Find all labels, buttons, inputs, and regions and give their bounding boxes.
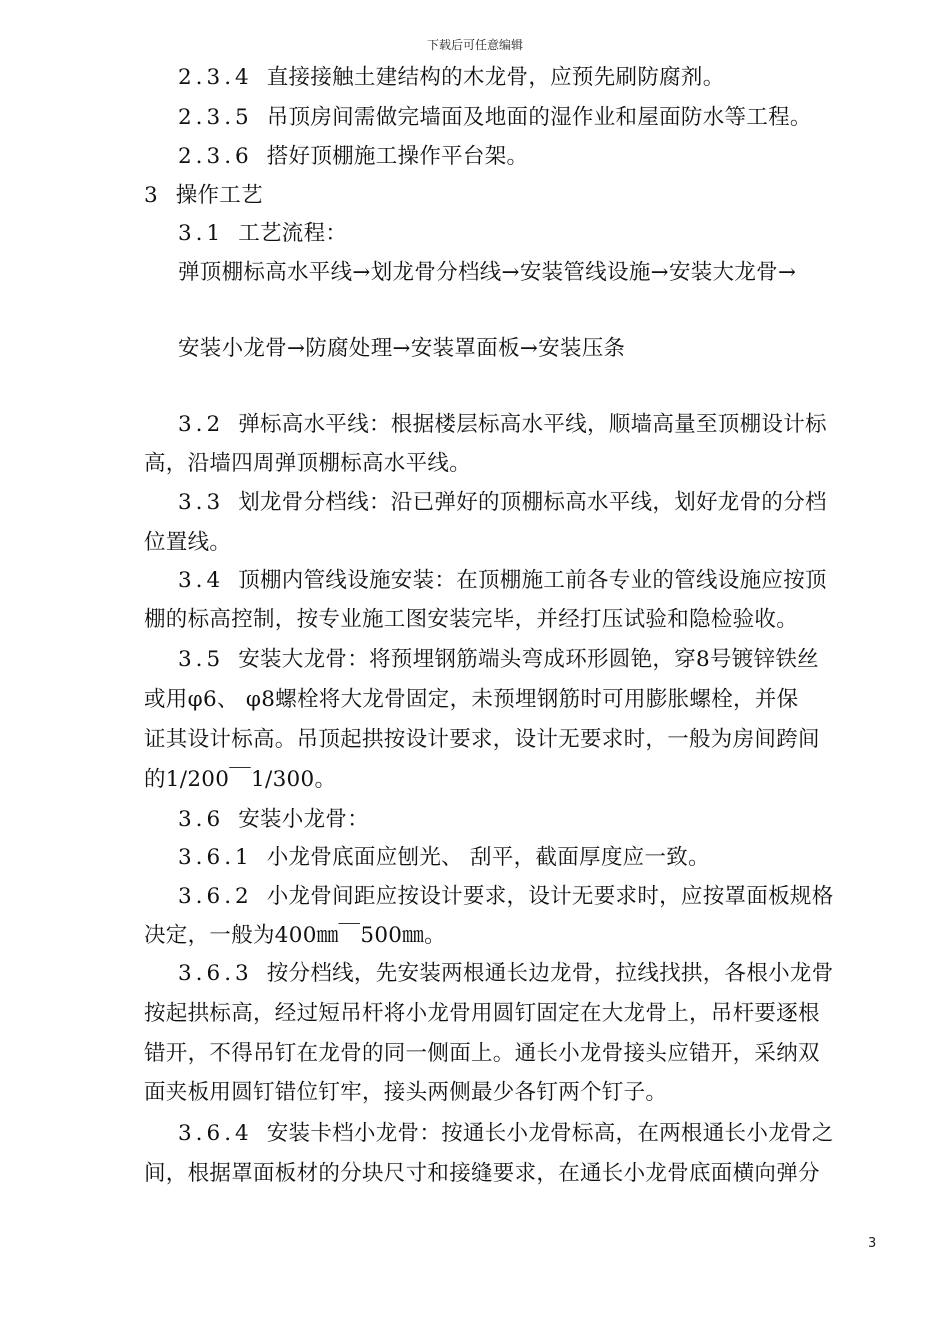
clause-text: 直接接触土建结构的木龙骨，应预先刷防腐剂。 bbox=[266, 65, 725, 90]
clause-text: 小龙骨间距应按设计要求，设计无要求时，应按罩面板规格 bbox=[266, 884, 834, 909]
text-line-3-4-cont: 棚的标高控制，按专业施工图安装完毕，并经打压试验和隐检验收。 bbox=[144, 607, 799, 632]
page-number: 3 bbox=[868, 1236, 877, 1251]
text-line-3-1 bbox=[178, 220, 347, 248]
clause-text: 安装大龙骨：将预埋钢筋端头弯成环形圆铯，穿8号镀锌铁丝 bbox=[238, 647, 819, 672]
clause-text: 搭好顶棚施工操作平台架。 bbox=[266, 144, 529, 169]
clause-number: 2.3.4 bbox=[178, 65, 253, 90]
text-line-3-5-cont-2: 证其设计标高。吊顶起拱按设计要求，设计无要求时，一般为房间跨间 bbox=[144, 727, 820, 752]
clause-number: 3.1 bbox=[178, 221, 225, 246]
clause-number: 3.6.2 bbox=[178, 884, 253, 909]
clause-number: 3.4 bbox=[178, 568, 225, 593]
text-line-3-6-2 bbox=[178, 883, 834, 911]
section-title: 操作工艺 bbox=[175, 183, 263, 208]
text-line-3-6-3-cont-2: 错开，不得吊钉在龙骨的同一侧面上。通长小龙骨接头应错开，采纳双 bbox=[144, 1041, 820, 1066]
process-flow-line-2: 安装小龙骨→防腐处理→安装罩面板→安装压条 bbox=[178, 336, 626, 361]
clause-text: 安装小龙骨： bbox=[238, 807, 370, 832]
clause-number: 2.3.6 bbox=[178, 144, 253, 169]
process-flow-line-1: 弹顶棚标高水平线→划龙骨分档线→安装管线设施→安装大龙骨→ bbox=[178, 260, 797, 285]
clause-text: 划龙骨分档线：沿已弹好的顶棚标高水平线，划好龙骨的分档 bbox=[238, 490, 827, 515]
clause-number: 3.6 bbox=[178, 807, 225, 832]
clause-number: 3.6.3 bbox=[178, 961, 253, 986]
text-line-3-6-3 bbox=[178, 960, 834, 988]
text-line-3-6-3-cont-3: 面夹板用圆钉错位钉牢，接头两侧最少各钉两个钉子。 bbox=[144, 1080, 668, 1105]
clause-text: 按分档线，先安装两根通长边龙骨，拉线找拱，各根小龙骨 bbox=[266, 961, 834, 986]
text-line-3-6-1 bbox=[178, 844, 710, 872]
section-heading-3 bbox=[144, 182, 263, 210]
clause-number: 3.3 bbox=[178, 490, 225, 515]
text-line-3-6 bbox=[178, 806, 369, 834]
clause-text: 弹标高水平线：根据楼层标高水平线，顺墙高量至顶棚设计标 bbox=[238, 412, 827, 437]
text-line-3-5-cont-3: 的1/200￣1/300。 bbox=[144, 767, 337, 792]
text-line-3-3 bbox=[178, 489, 827, 517]
text-line-3-6-2-cont: 决定，一般为400㎜￣500㎜。 bbox=[144, 923, 446, 948]
text-line-3-6-4 bbox=[178, 1120, 834, 1148]
text-line-2-3-6 bbox=[178, 143, 528, 171]
text-line-2-3-4 bbox=[178, 64, 725, 92]
text-line-3-5 bbox=[178, 646, 819, 674]
clause-text: 安装卡档小龙骨：按通长小龙骨标高，在两根通长小龙骨之 bbox=[266, 1121, 834, 1146]
text-line-3-5-cont-1: 或用φ6、 φ8螺栓将大龙骨固定，未预埋钢筋时可用膨胀螺栓，并保 bbox=[144, 687, 799, 712]
clause-text: 吊顶房间需做完墙面及地面的湿作业和屋面防水等工程。 bbox=[266, 105, 812, 130]
page-header: 下载后可任意编辑 bbox=[426, 38, 523, 52]
clause-text: 顶棚内管线设施安装：在顶棚施工前各专业的管线设施应按顶 bbox=[238, 568, 827, 593]
clause-number: 3.2 bbox=[178, 412, 225, 437]
clause-number: 2.3.5 bbox=[178, 105, 253, 130]
text-line-3-4 bbox=[178, 567, 827, 595]
text-line-2-3-5 bbox=[178, 104, 812, 132]
clause-number: 3.6.1 bbox=[178, 845, 253, 870]
clause-text: 小龙骨底面应刨光、 刮平，截面厚度应一致。 bbox=[266, 845, 710, 870]
text-line-3-2 bbox=[178, 411, 827, 439]
clause-number: 3.5 bbox=[178, 647, 225, 672]
clause-number: 3.6.4 bbox=[178, 1121, 253, 1146]
clause-text: 工艺流程： bbox=[238, 221, 348, 246]
text-line-3-6-4-cont: 间，根据罩面板材的分块尺寸和接缝要求，在通长小龙骨底面横向弹分 bbox=[144, 1161, 820, 1186]
section-number: 3 bbox=[144, 183, 162, 208]
text-line-3-2-cont: 高，沿墙四周弹顶棚标高水平线。 bbox=[144, 451, 472, 476]
text-line-3-6-3-cont-1: 按起拱标高，经过短吊杆将小龙骨用圆钉固定在大龙骨上，吊杆要逐根 bbox=[144, 1001, 820, 1026]
text-line-3-3-cont: 位置线。 bbox=[144, 530, 232, 555]
